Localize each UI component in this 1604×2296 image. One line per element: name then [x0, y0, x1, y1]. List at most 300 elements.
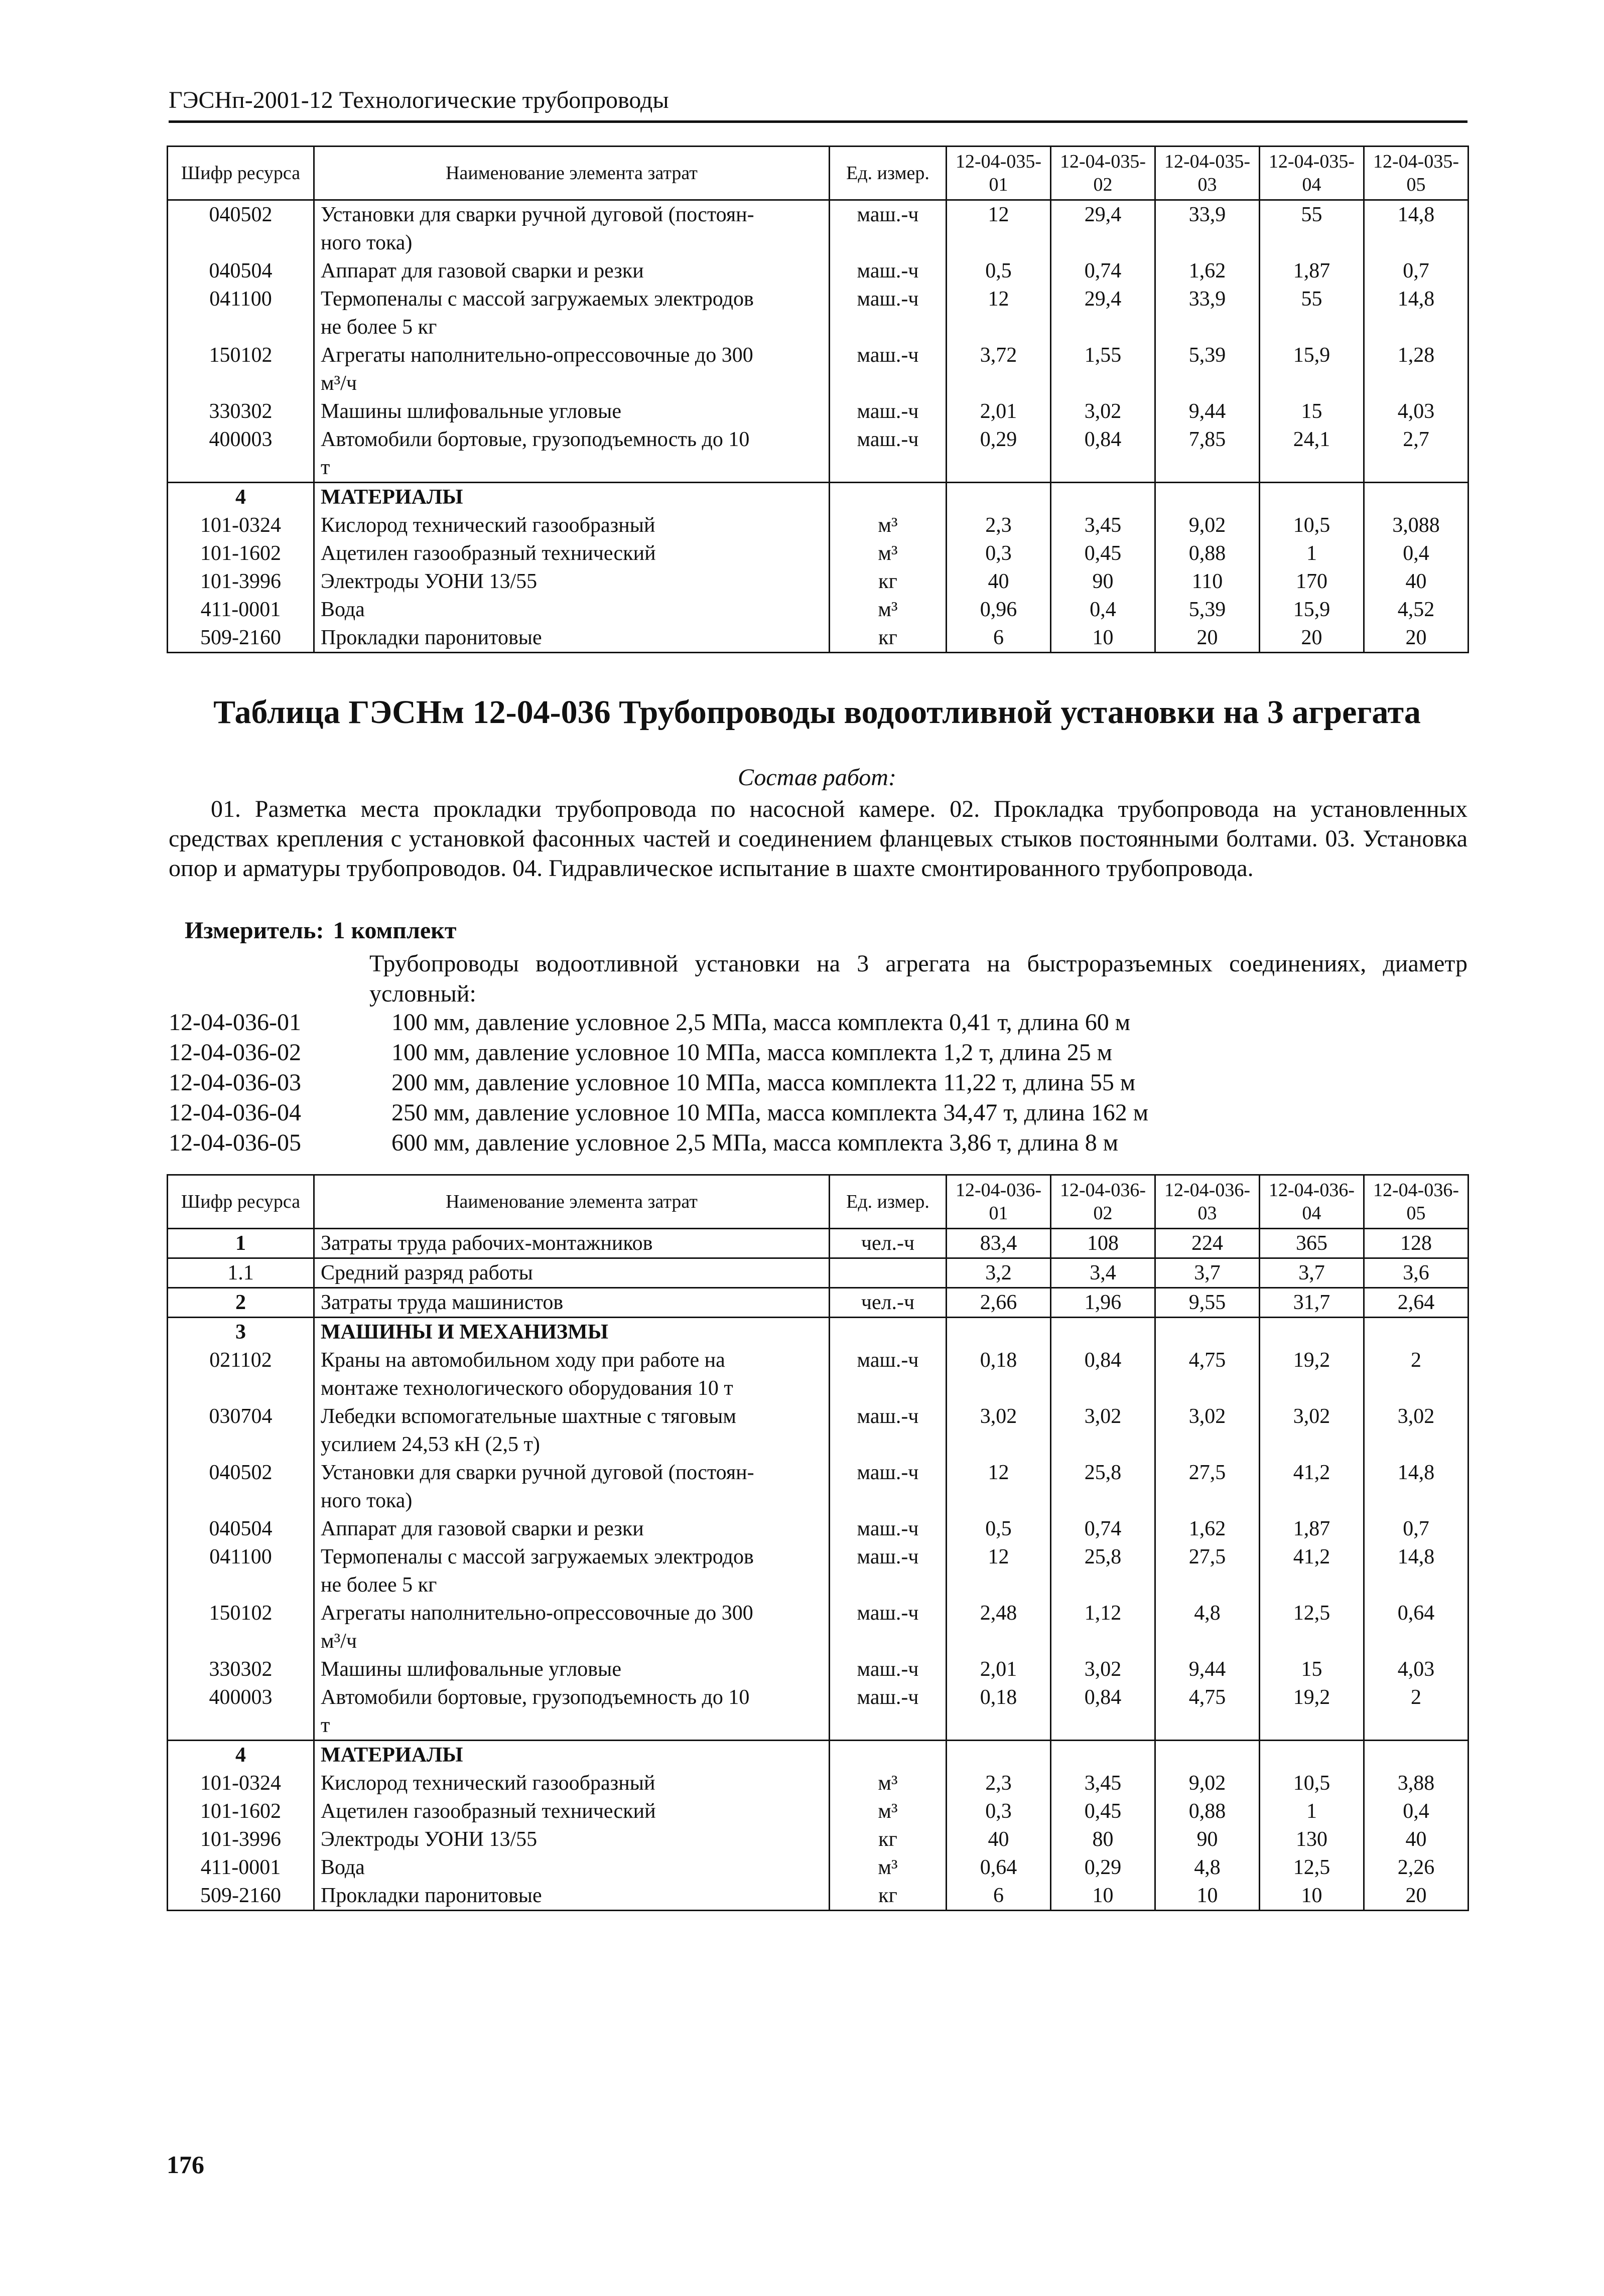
value-cell: 80: [1051, 1825, 1155, 1853]
value-cell: 3,02: [1260, 1402, 1364, 1430]
value-cell: [947, 1487, 1051, 1515]
value-cell: 3,088: [1364, 511, 1468, 539]
value-cell: [1155, 1318, 1260, 1347]
work-composition-text: 01. Разметка места прокладки трубопровода по насосной камере. 02. Прокладка трубопровода на установленных средствах крепления с установкой фасонных частей и соединением фланцевых стыков постоянными болтами. 03. Установка опор и арматуры трубопроводов. 04. Гидравлическое испытание в шахте смонтированного трубопровода.: [169, 796, 1467, 882]
value-cell: 12,5: [1260, 1853, 1364, 1882]
value-cell: [1260, 1487, 1364, 1515]
value-cell: [1155, 1711, 1260, 1741]
header-col-2: 12-04-036-02: [1051, 1175, 1155, 1229]
unit-cell: кг: [830, 1825, 947, 1853]
resource-code: 040502: [168, 1459, 314, 1487]
resource-name: ного тока): [314, 1487, 830, 1515]
resource-code: 101-0324: [168, 511, 314, 539]
value-cell: 3,88: [1364, 1769, 1468, 1797]
resource-name: Ацетилен газообразный технический: [314, 1797, 830, 1825]
value-cell: 0,45: [1051, 539, 1155, 567]
resource-name: МАТЕРИАЛЫ: [314, 1741, 830, 1770]
value-cell: 12,5: [1260, 1599, 1364, 1627]
value-cell: 24,1: [1260, 425, 1364, 454]
resource-name: не более 5 кг: [314, 1571, 830, 1599]
resource-code: 101-0324: [168, 1769, 314, 1797]
table-row: [168, 1711, 1468, 1741]
resource-code: 040504: [168, 1515, 314, 1543]
resource-name: Затраты труда рабочих-монтажников: [314, 1229, 830, 1258]
value-cell: [947, 1741, 1051, 1770]
resource-code: 040504: [168, 257, 314, 285]
resource-name: Ацетилен газообразный технический: [314, 539, 830, 567]
table-row: [168, 1459, 1468, 1487]
resource-code: 411-0001: [168, 596, 314, 624]
value-cell: 0,64: [1364, 1599, 1468, 1627]
value-cell: 2: [1364, 1346, 1468, 1374]
variant-line: [169, 1008, 1130, 1038]
unit-cell: кг: [830, 1882, 947, 1911]
unit-cell: [830, 454, 947, 483]
value-cell: 12: [947, 1543, 1051, 1571]
value-cell: 4,75: [1155, 1346, 1260, 1374]
table-row: [168, 1683, 1468, 1711]
section-title: Таблица ГЭСНм 12-04-036 Трубопроводы водоотливной установки на 3 агрегата: [213, 694, 1421, 731]
resource-name: МАТЕРИАЛЫ: [314, 483, 830, 512]
resource-name: Краны на автомобильном ходу при работе на: [314, 1346, 830, 1374]
value-cell: [947, 1627, 1051, 1655]
unit-cell: маш.-ч: [830, 257, 947, 285]
unit-cell: маш.-ч: [830, 397, 947, 425]
value-cell: 10,5: [1260, 1769, 1364, 1797]
value-cell: 0,88: [1155, 539, 1260, 567]
value-cell: 3,02: [947, 1402, 1051, 1430]
resource-name: Автомобили бортовые, грузоподъемность до 10: [314, 1683, 830, 1711]
value-cell: 15: [1260, 1655, 1364, 1683]
variant-code: 12-04-036-04: [169, 1099, 301, 1126]
value-cell: [1364, 1571, 1468, 1599]
value-cell: 0,84: [1051, 425, 1155, 454]
resource-name: Электроды УОНИ 13/55: [314, 567, 830, 596]
unit-cell: чел.-ч: [830, 1288, 947, 1318]
value-cell: [1260, 1711, 1364, 1741]
resource-code: [168, 1627, 314, 1655]
value-cell: 3,02: [1051, 397, 1155, 425]
value-cell: 9,55: [1155, 1288, 1260, 1318]
table-row: [168, 1346, 1468, 1374]
variant-line: [169, 1098, 1148, 1128]
value-cell: [1364, 483, 1468, 512]
unit-cell: маш.-ч: [830, 1515, 947, 1543]
value-cell: 2,66: [947, 1288, 1051, 1318]
table-row: [168, 567, 1468, 596]
value-cell: 12: [947, 1459, 1051, 1487]
value-cell: 1,12: [1051, 1599, 1155, 1627]
value-cell: [947, 369, 1051, 397]
value-cell: 55: [1260, 200, 1364, 229]
header-col-5: 12-04-036-05: [1364, 1175, 1468, 1229]
unit-cell: кг: [830, 624, 947, 653]
table-row: [168, 1487, 1468, 1515]
resource-code: 041100: [168, 285, 314, 313]
value-cell: 41,2: [1260, 1543, 1364, 1571]
resource-name: Средний разряд работы: [314, 1258, 830, 1288]
resource-code: 1: [168, 1229, 314, 1258]
resource-code: [168, 369, 314, 397]
unit-cell: маш.-ч: [830, 1346, 947, 1374]
resource-name: Термопеналы с массой загружаемых электродов: [314, 1543, 830, 1571]
header-col-2: 12-04-035-02: [1051, 147, 1155, 200]
unit-cell: [830, 1487, 947, 1515]
value-cell: 6: [947, 624, 1051, 653]
value-cell: [1155, 1487, 1260, 1515]
resource-code: 400003: [168, 425, 314, 454]
resource-code: 4: [168, 483, 314, 512]
value-cell: [947, 1374, 1051, 1402]
resource-table-035: [167, 146, 1469, 653]
table-row: [168, 539, 1468, 567]
table-row: [168, 1769, 1468, 1797]
value-cell: [947, 1571, 1051, 1599]
unit-cell: м³: [830, 1853, 947, 1882]
resource-name: Вода: [314, 596, 830, 624]
resource-code: [168, 313, 314, 341]
value-cell: 2,26: [1364, 1853, 1468, 1882]
value-cell: 224: [1155, 1229, 1260, 1258]
header-code: Шифр ресурса: [168, 147, 314, 200]
value-cell: 0,96: [947, 596, 1051, 624]
table-row: [168, 596, 1468, 624]
resource-code: [168, 1430, 314, 1459]
unit-cell: [830, 1430, 947, 1459]
value-cell: [1364, 1430, 1468, 1459]
unit-cell: чел.-ч: [830, 1229, 947, 1258]
value-cell: 0,29: [1051, 1853, 1155, 1882]
resource-name: усилием 24,53 кН (2,5 т): [314, 1430, 830, 1459]
value-cell: [947, 483, 1051, 512]
resource-code: 330302: [168, 397, 314, 425]
value-cell: [1155, 454, 1260, 483]
value-cell: 0,84: [1051, 1683, 1155, 1711]
table-row: [168, 1543, 1468, 1571]
unit-cell: [830, 1318, 947, 1347]
section-row: [168, 1741, 1468, 1770]
value-cell: [1364, 1627, 1468, 1655]
value-cell: 0,7: [1364, 257, 1468, 285]
resource-code: [168, 1711, 314, 1741]
value-cell: 1,87: [1260, 257, 1364, 285]
value-cell: [1155, 1627, 1260, 1655]
value-cell: [1051, 483, 1155, 512]
header-col-3: 12-04-035-03: [1155, 147, 1260, 200]
value-cell: 5,39: [1155, 341, 1260, 369]
value-cell: 55: [1260, 285, 1364, 313]
variant-line: [169, 1128, 1118, 1158]
resource-name: Машины шлифовальные угловые: [314, 397, 830, 425]
resource-name: м³/ч: [314, 369, 830, 397]
value-cell: 128: [1364, 1229, 1468, 1258]
table-row: [168, 369, 1468, 397]
measure-line: [185, 916, 456, 946]
unit-cell: м³: [830, 539, 947, 567]
value-cell: 3,45: [1051, 511, 1155, 539]
value-cell: [1155, 1741, 1260, 1770]
resource-name: Аппарат для газовой сварки и резки: [314, 257, 830, 285]
value-cell: 0,64: [947, 1853, 1051, 1882]
value-cell: [1260, 1318, 1364, 1347]
unit-cell: [830, 1258, 947, 1288]
resource-table-036: [167, 1174, 1469, 1911]
value-cell: 10: [1260, 1882, 1364, 1911]
value-cell: 83,4: [947, 1229, 1051, 1258]
value-cell: 3,6: [1364, 1258, 1468, 1288]
unit-cell: маш.-ч: [830, 200, 947, 229]
value-cell: [1155, 313, 1260, 341]
value-cell: [1364, 1374, 1468, 1402]
resource-name: ного тока): [314, 229, 830, 257]
resource-name: Автомобили бортовые, грузоподъемность до 10: [314, 425, 830, 454]
header-unit: Ед. измер.: [830, 147, 947, 200]
header-col-4: 12-04-036-04: [1260, 1175, 1364, 1229]
value-cell: [1051, 1627, 1155, 1655]
variant-text: 600 мм, давление условное 2,5 МПа, масса комплекта 3,86 т, длина 8 м: [391, 1129, 1119, 1156]
header-col-1: 12-04-036-01: [947, 1175, 1051, 1229]
resource-code: 030704: [168, 1402, 314, 1430]
table-row: [168, 511, 1468, 539]
value-cell: 3,7: [1155, 1258, 1260, 1288]
value-cell: 3,02: [1051, 1655, 1155, 1683]
resource-code: [168, 1487, 314, 1515]
value-cell: 5,39: [1155, 596, 1260, 624]
resource-name: Машины шлифовальные угловые: [314, 1655, 830, 1683]
resource-name: Термопеналы с массой загружаемых электродов: [314, 285, 830, 313]
value-cell: 0,5: [947, 1515, 1051, 1543]
value-cell: 40: [947, 567, 1051, 596]
unit-cell: м³: [830, 1769, 947, 1797]
value-cell: 0,18: [947, 1346, 1051, 1374]
unit-cell: [830, 1571, 947, 1599]
measure-label: Измеритель:: [185, 917, 324, 944]
value-cell: 33,9: [1155, 200, 1260, 229]
resource-name: м³/ч: [314, 1627, 830, 1655]
unit-cell: [830, 1711, 947, 1741]
value-cell: 27,5: [1155, 1543, 1260, 1571]
variant-code: 12-04-036-03: [169, 1069, 301, 1096]
value-cell: [1051, 1430, 1155, 1459]
resource-code: 101-1602: [168, 1797, 314, 1825]
table-row: [168, 1288, 1468, 1318]
variant-text: 100 мм, давление условное 10 МПа, масса комплекта 1,2 т, длина 25 м: [391, 1039, 1113, 1066]
resource-code: [168, 1374, 314, 1402]
resource-code: [168, 454, 314, 483]
variant-text: 200 мм, давление условное 10 МПа, масса комплекта 11,22 т, длина 55 м: [391, 1069, 1136, 1096]
value-cell: [1260, 1430, 1364, 1459]
value-cell: 29,4: [1051, 285, 1155, 313]
value-cell: [1051, 1571, 1155, 1599]
table-row: [168, 1571, 1468, 1599]
value-cell: 4,8: [1155, 1599, 1260, 1627]
section-row: [168, 1318, 1468, 1347]
value-cell: 0,7: [1364, 1515, 1468, 1543]
value-cell: [1051, 313, 1155, 341]
value-cell: 0,45: [1051, 1797, 1155, 1825]
value-cell: 0,88: [1155, 1797, 1260, 1825]
value-cell: 9,44: [1155, 1655, 1260, 1683]
value-cell: 3,72: [947, 341, 1051, 369]
value-cell: 0,4: [1364, 539, 1468, 567]
value-cell: [1051, 1374, 1155, 1402]
unit-cell: маш.-ч: [830, 425, 947, 454]
value-cell: [1155, 1374, 1260, 1402]
value-cell: 110: [1155, 567, 1260, 596]
value-cell: [1051, 1487, 1155, 1515]
value-cell: 25,8: [1051, 1543, 1155, 1571]
value-cell: [1155, 1430, 1260, 1459]
table-row: [168, 1258, 1468, 1288]
unit-cell: [830, 1627, 947, 1655]
unit-cell: м³: [830, 1797, 947, 1825]
resource-code: 330302: [168, 1655, 314, 1683]
resource-code: [168, 1571, 314, 1599]
value-cell: 0,3: [947, 1797, 1051, 1825]
table-row: [168, 397, 1468, 425]
resource-name: МАШИНЫ И МЕХАНИЗМЫ: [314, 1318, 830, 1347]
unit-cell: [830, 1741, 947, 1770]
value-cell: 1,28: [1364, 341, 1468, 369]
value-cell: 1,87: [1260, 1515, 1364, 1543]
value-cell: [1051, 1741, 1155, 1770]
unit-cell: [830, 483, 947, 512]
variant-text: 100 мм, давление условное 2,5 МПа, масса комплекта 0,41 т, длина 60 м: [391, 1009, 1131, 1036]
resource-code: 509-2160: [168, 1882, 314, 1911]
value-cell: 41,2: [1260, 1459, 1364, 1487]
table-row: [168, 1882, 1468, 1911]
value-cell: 15,9: [1260, 341, 1364, 369]
resource-code: 101-3996: [168, 1825, 314, 1853]
table-row: [168, 1797, 1468, 1825]
value-cell: 170: [1260, 567, 1364, 596]
value-cell: [947, 1318, 1051, 1347]
value-cell: 90: [1155, 1825, 1260, 1853]
value-cell: 4,03: [1364, 397, 1468, 425]
value-cell: [1364, 369, 1468, 397]
value-cell: 14,8: [1364, 1459, 1468, 1487]
resource-code: 150102: [168, 1599, 314, 1627]
variant-code: 12-04-036-02: [169, 1039, 301, 1066]
value-cell: [1260, 483, 1364, 512]
table-header-row: [168, 147, 1468, 200]
table-header-row: [168, 1175, 1468, 1229]
resource-code: 400003: [168, 1683, 314, 1711]
variant-line: [169, 1068, 1135, 1098]
value-cell: 10: [1051, 624, 1155, 653]
value-cell: 9,02: [1155, 511, 1260, 539]
header-col-3: 12-04-036-03: [1155, 1175, 1260, 1229]
resource-name: Установки для сварки ручной дуговой (постоян-: [314, 1459, 830, 1487]
value-cell: [1260, 313, 1364, 341]
resource-code: 021102: [168, 1346, 314, 1374]
table-row: [168, 285, 1468, 313]
value-cell: [947, 229, 1051, 257]
value-cell: 19,2: [1260, 1683, 1364, 1711]
value-cell: 3,02: [1364, 1402, 1468, 1430]
value-cell: [1364, 1487, 1468, 1515]
resource-name: Электроды УОНИ 13/55: [314, 1825, 830, 1853]
value-cell: [1260, 454, 1364, 483]
unit-cell: [830, 229, 947, 257]
value-cell: 14,8: [1364, 285, 1468, 313]
value-cell: 14,8: [1364, 1543, 1468, 1571]
value-cell: 12: [947, 200, 1051, 229]
section-row: [168, 483, 1468, 512]
table-row: [168, 624, 1468, 653]
value-cell: [947, 454, 1051, 483]
value-cell: 2,01: [947, 1655, 1051, 1683]
table-row: [168, 1599, 1468, 1627]
value-cell: 6: [947, 1882, 1051, 1911]
value-cell: 3,4: [1051, 1258, 1155, 1288]
value-cell: 10: [1155, 1882, 1260, 1911]
value-cell: [1051, 1711, 1155, 1741]
table-row: [168, 454, 1468, 483]
table-row: [168, 425, 1468, 454]
unit-cell: маш.-ч: [830, 1683, 947, 1711]
value-cell: 2: [1364, 1683, 1468, 1711]
value-cell: 4,03: [1364, 1655, 1468, 1683]
value-cell: [1155, 229, 1260, 257]
table-row: [168, 200, 1468, 229]
value-cell: 1,55: [1051, 341, 1155, 369]
value-cell: [947, 1430, 1051, 1459]
resource-name: Прокладки паронитовые: [314, 624, 830, 653]
value-cell: [1260, 1627, 1364, 1655]
header-name: Наименование элемента затрат: [314, 1175, 830, 1229]
unit-cell: маш.-ч: [830, 1402, 947, 1430]
table-row: [168, 1825, 1468, 1853]
value-cell: 2,01: [947, 397, 1051, 425]
unit-cell: маш.-ч: [830, 1599, 947, 1627]
value-cell: [1155, 1571, 1260, 1599]
value-cell: 1,96: [1051, 1288, 1155, 1318]
value-cell: 2,64: [1364, 1288, 1468, 1318]
page-number: 176: [167, 2150, 204, 2179]
value-cell: 29,4: [1051, 200, 1155, 229]
value-cell: 10: [1051, 1882, 1155, 1911]
value-cell: 7,85: [1155, 425, 1260, 454]
value-cell: 20: [1364, 1882, 1468, 1911]
header-unit: Ед. измер.: [830, 1175, 947, 1229]
resource-name: т: [314, 454, 830, 483]
resource-code: 150102: [168, 341, 314, 369]
resource-name: Аппарат для газовой сварки и резки: [314, 1515, 830, 1543]
value-cell: 0,18: [947, 1683, 1051, 1711]
value-cell: 3,7: [1260, 1258, 1364, 1288]
value-cell: [1051, 1318, 1155, 1347]
value-cell: 9,02: [1155, 1769, 1260, 1797]
value-cell: 0,84: [1051, 1346, 1155, 1374]
value-cell: [947, 1711, 1051, 1741]
value-cell: [1260, 1741, 1364, 1770]
value-cell: 31,7: [1260, 1288, 1364, 1318]
header-col-5: 12-04-035-05: [1364, 147, 1468, 200]
resource-code: 509-2160: [168, 624, 314, 653]
value-cell: 1: [1260, 1797, 1364, 1825]
value-cell: 0,4: [1051, 596, 1155, 624]
resource-code: [168, 229, 314, 257]
value-cell: 0,5: [947, 257, 1051, 285]
table-row: [168, 313, 1468, 341]
resource-name: Кислород технический газообразный: [314, 1769, 830, 1797]
resource-code: 101-3996: [168, 567, 314, 596]
resource-name: монтаже технологического оборудования 10 т: [314, 1374, 830, 1402]
table-row: [168, 1374, 1468, 1402]
value-cell: 40: [1364, 567, 1468, 596]
header-col-4: 12-04-035-04: [1260, 147, 1364, 200]
